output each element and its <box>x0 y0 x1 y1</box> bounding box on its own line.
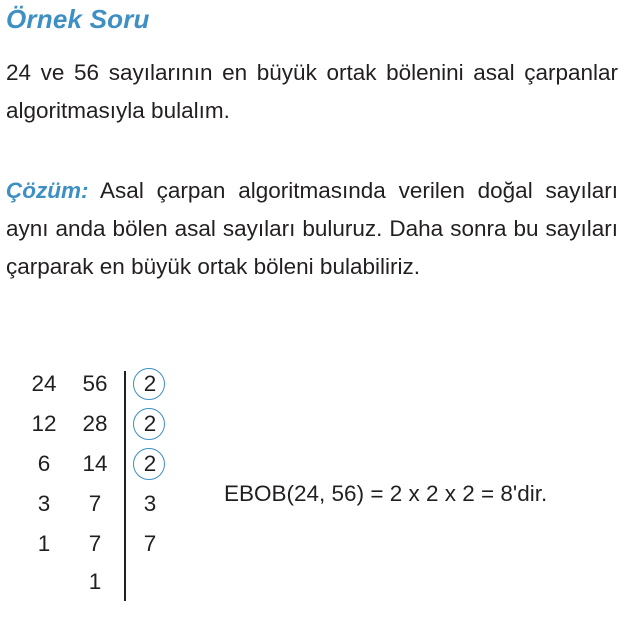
table-cell-right: 56 <box>82 371 108 396</box>
circled-prime-divisor: 2 <box>130 449 170 479</box>
table-cell-left: 1 <box>37 531 51 556</box>
page-title: Örnek Soru <box>6 4 150 34</box>
table-cell-right: 7 <box>88 531 102 556</box>
gcd-result: EBOB(24, 56) = 2 x 2 x 2 = 8'dir. <box>224 481 548 506</box>
prime-divisor: 3 <box>143 491 157 516</box>
table-cell-left: 3 <box>37 491 51 516</box>
solution-label: Çözüm: <box>6 178 89 203</box>
table-divider-line <box>124 371 126 601</box>
table-cell-right: 7 <box>88 491 102 516</box>
table-cell-left: 12 <box>31 411 57 436</box>
circled-prime-divisor: 2 <box>130 409 170 439</box>
prime-divisor: 7 <box>143 531 157 556</box>
table-cell-right: 1 <box>88 569 102 594</box>
table-cell-right: 28 <box>82 411 108 436</box>
table-cell-left: 24 <box>31 371 57 396</box>
table-cell-right: 14 <box>82 451 108 476</box>
circled-prime-divisor: 2 <box>130 369 170 399</box>
solution-text: Asal çarpan algoritmasında verilen doğal sayıları aynı anda bölen asal sayıları buluruz. Daha sonra bu sayıları çarparak en büyük ortak böleni bulabiliriz. <box>6 178 618 279</box>
table-cell-left: 6 <box>37 451 51 476</box>
question-paragraph: 24 ve 56 sayılarının en büyük ortak bölenini asal çarpanlar algoritmasıyla bulalım. <box>6 60 618 123</box>
